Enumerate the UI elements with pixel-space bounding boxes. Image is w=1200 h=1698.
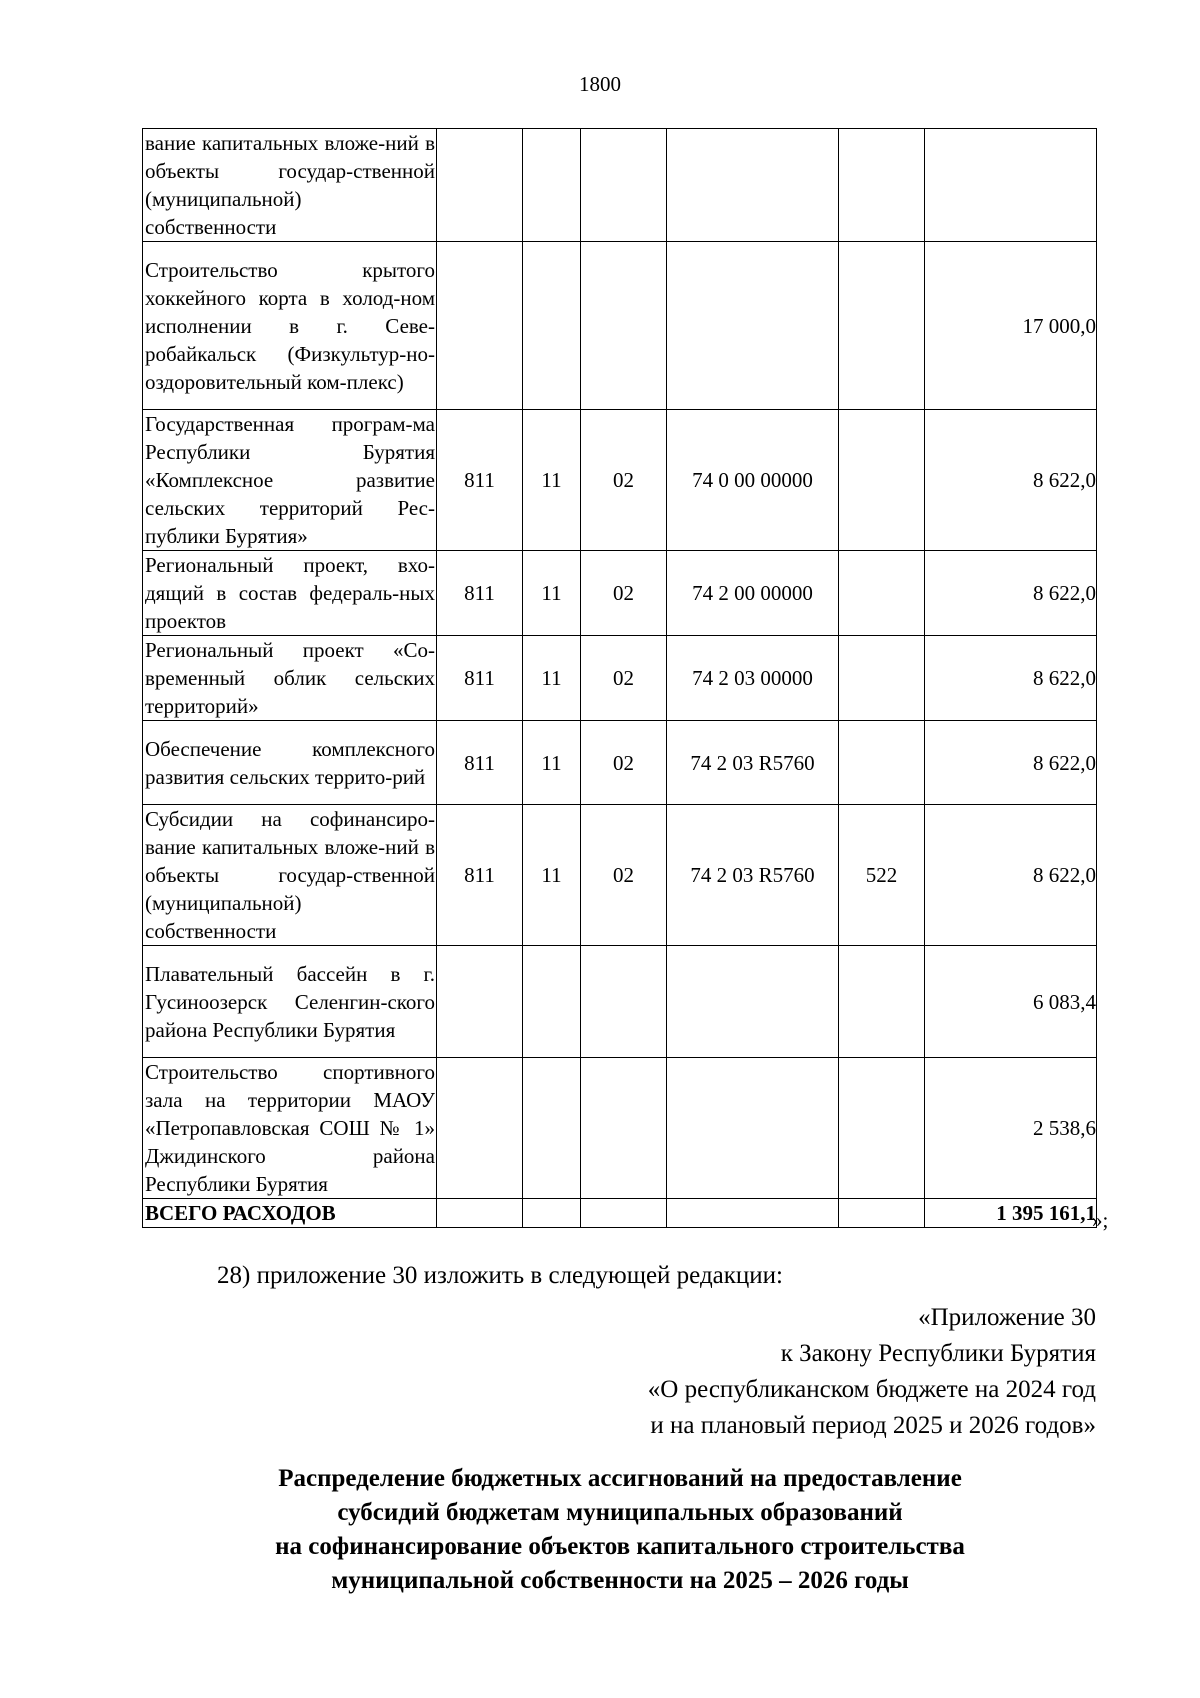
document-title [142, 1462, 1098, 1598]
row-target-article [667, 1058, 839, 1199]
row-name: Строительство крытого хоккейного корта в холод-ном исполнении в г. Севе-робайкальск (Физкультур-но-оздоровительный ком-плекс) [143, 242, 437, 410]
appendix-line: и на плановый период 2025 и 2026 годов» [650, 1412, 1096, 1439]
row-name: Строительство спортивного зала на территории МАОУ «Петропавловская СОШ № 1» Джидинского района Республики Бурятия [143, 1058, 437, 1199]
row-section-code: 11 [523, 410, 581, 551]
budget-table-body [143, 129, 1097, 1228]
instruction-text: 28) приложение 30 изложить в следующей редакции: [217, 1262, 783, 1289]
row-subsection-code [581, 129, 667, 242]
row-expense-type: 522 [839, 805, 925, 946]
table-row [143, 410, 1097, 551]
appendix-line: «Приложение 30 [918, 1304, 1096, 1331]
budget-table [142, 128, 1097, 1228]
row-ministry-code [437, 242, 523, 410]
row-target-article: 74 2 03 R5760 [667, 805, 839, 946]
row-ministry-code: 811 [437, 805, 523, 946]
row-amount: 8 622,0 [925, 636, 1097, 721]
row-expense-type [839, 1058, 925, 1199]
row-amount: 8 622,0 [925, 721, 1097, 805]
row-section-code: 11 [523, 551, 581, 636]
row-section-code [523, 946, 581, 1058]
table-row [143, 721, 1097, 805]
row-expense-type [839, 721, 925, 805]
row-name: Региональный проект «Со-временный облик сельских территорий» [143, 636, 437, 721]
row-name: Обеспечение комплексного развития сельских террито-рий [143, 721, 437, 805]
row-ministry-code: 811 [437, 636, 523, 721]
row-subsection-code [581, 946, 667, 1058]
row-subsection-code: 02 [581, 721, 667, 805]
row-expense-type [839, 410, 925, 551]
row-section-code [523, 242, 581, 410]
appendix-line: к Закону Республики Бурятия [780, 1340, 1096, 1367]
page-number: 1800 [579, 72, 621, 96]
table-row [143, 551, 1097, 636]
title-line: муниципальной собственности на 2025 – 2026 годы [331, 1567, 909, 1594]
row-section-code: 11 [523, 721, 581, 805]
row-target-article [667, 946, 839, 1058]
row-ministry-code [437, 129, 523, 242]
row-subsection-code [581, 242, 667, 410]
row-section-code [523, 129, 581, 242]
row-expense-type [839, 129, 925, 242]
total-suffix: »; [1092, 1208, 1109, 1232]
row-amount: 8 622,0 [925, 805, 1097, 946]
row-amount: 17 000,0 [925, 242, 1097, 410]
row-amount: 8 622,0 [925, 551, 1097, 636]
row-expense-type [839, 636, 925, 721]
row-target-article: 74 0 00 00000 [667, 410, 839, 551]
title-line: на софинансирование объектов капитального строительства [275, 1533, 965, 1560]
row-amount: 6 083,4 [925, 946, 1097, 1058]
row-name: вание капитальных вложе-ний в объекты государ-ственной (муниципальной) собственности [143, 129, 437, 242]
row-subsection-code: 02 [581, 636, 667, 721]
total-row [143, 1199, 1097, 1228]
row-ministry-code: 811 [437, 410, 523, 551]
total-label: ВСЕГО РАСХОДОВ [143, 1199, 437, 1228]
row-name: Субсидии на софинансиро-вание капитальных вложе-ний в объекты государ-ственной (муниципальной) собственности [143, 805, 437, 946]
row-name: Плавательный бассейн в г. Гусиноозерск Селенгин-ского района Республики Бурятия [143, 946, 437, 1058]
row-target-article: 74 2 03 00000 [667, 636, 839, 721]
row-section-code: 11 [523, 636, 581, 721]
row-expense-type [839, 551, 925, 636]
row-ministry-code: 811 [437, 551, 523, 636]
row-subsection-code: 02 [581, 805, 667, 946]
row-section-code [523, 1058, 581, 1199]
row-amount [925, 129, 1097, 242]
row-name: Государственная програм-ма Республики Бурятия «Комплексное развитие сельских территорий Рес-публики Бурятия» [143, 410, 437, 551]
row-ministry-code [437, 946, 523, 1058]
row-target-article [667, 242, 839, 410]
table-row [143, 946, 1097, 1058]
row-section-code: 11 [523, 805, 581, 946]
table-row [143, 1058, 1097, 1199]
table-row [143, 129, 1097, 242]
row-expense-type [839, 242, 925, 410]
row-target-article [667, 129, 839, 242]
row-subsection-code [581, 1058, 667, 1199]
row-amount: 8 622,0 [925, 410, 1097, 551]
row-expense-type [839, 946, 925, 1058]
table-row [143, 242, 1097, 410]
row-ministry-code: 811 [437, 721, 523, 805]
row-amount: 2 538,6 [925, 1058, 1097, 1199]
title-line: субсидий бюджетам муниципальных образований [337, 1499, 903, 1526]
appendix-line: «О республиканском бюджете на 2024 год [647, 1376, 1096, 1403]
row-target-article: 74 2 00 00000 [667, 551, 839, 636]
row-subsection-code: 02 [581, 410, 667, 551]
row-subsection-code: 02 [581, 551, 667, 636]
appendix-header [648, 1300, 1096, 1444]
row-name: Региональный проект, вхо-дящий в состав федераль-ных проектов [143, 551, 437, 636]
table-row [143, 636, 1097, 721]
total-sum: 1 395 161,1 [925, 1199, 1097, 1228]
row-ministry-code [437, 1058, 523, 1199]
title-line: Распределение бюджетных ассигнований на предоставление [278, 1465, 962, 1492]
table-row [143, 805, 1097, 946]
row-target-article: 74 2 03 R5760 [667, 721, 839, 805]
